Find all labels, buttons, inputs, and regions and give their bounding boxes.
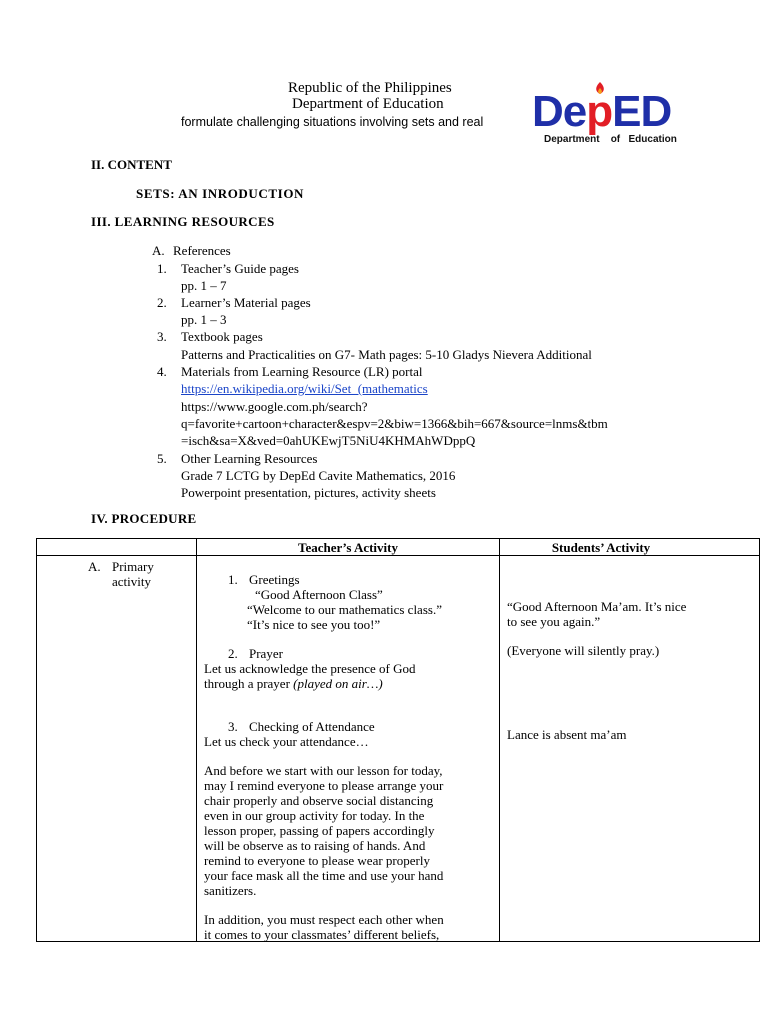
resource-5-title: Other Learning Resources	[181, 451, 318, 466]
resource-5-num: 5.	[157, 451, 167, 466]
teacher-respect-line-2: it comes to your classmates’ different beliefs,	[204, 927, 440, 942]
deped-logo	[532, 84, 716, 150]
resource-1-detail: pp. 1 – 7	[181, 278, 227, 293]
resource-4-num: 4.	[157, 364, 167, 379]
logo-subtitle: Department of Education	[544, 134, 677, 145]
procedure-heading: IV. PROCEDURE	[91, 511, 197, 526]
google-search-url-1: https://www.google.com.ph/search?	[181, 399, 368, 414]
header-objective: formulate challenging situations involving sets and real	[181, 115, 484, 129]
teacher-greetings-num: 1.	[228, 572, 238, 587]
students-greeting-line-1: “Good Afternoon Ma’am. It’s nice	[507, 599, 687, 614]
teacher-reminder-line-4: even in our group activity for today. In the	[204, 808, 425, 823]
teacher-reminder-line-5: lesson proper, passing of papers accordingly	[204, 823, 435, 838]
teacher-greetings: Greetings	[249, 572, 300, 587]
procedure-table	[36, 538, 760, 942]
teacher-prayer-line-2: through a prayer (played on air…)	[204, 676, 383, 691]
teacher-reminder-line-2: may I remind everyone to please arrange your	[204, 778, 444, 793]
resource-2-num: 2.	[157, 295, 167, 310]
logo-wordmark: DepED	[532, 87, 672, 136]
resource-3-num: 3.	[157, 329, 167, 344]
row-label-primary: Primary	[112, 559, 154, 574]
header-department: Department of Education	[292, 96, 444, 112]
lr-portal-link[interactable]: https://en.wikipedia.org/wiki/Set_(mathematics	[181, 381, 428, 396]
other-resource-2: Powerpoint presentation, pictures, activity sheets	[181, 485, 436, 500]
references-text: References	[173, 243, 231, 258]
resources-heading: III. LEARNING RESOURCES	[91, 214, 275, 229]
teacher-reminder-line-7: remind to everyone to please wear properly	[204, 853, 430, 868]
row-label-activity: activity	[112, 574, 151, 589]
teacher-reminder-line-8: your face mask all the time and use your hand	[204, 868, 444, 883]
students-greeting-line-2: to see you again.”	[507, 614, 601, 629]
google-search-url-3: =isch&sa=X&ved=0ahUKEwjT5NiU4KHMAhWDppQ	[181, 433, 476, 448]
resource-1-title: Teacher’s Guide pages	[181, 261, 299, 276]
teacher-greeting-line-2: “Welcome to our mathematics class.”	[247, 602, 442, 617]
teacher-reminder-line-9: sanitizers.	[204, 883, 257, 898]
teacher-reminder-line-1: And before we start with our lesson for today,	[204, 763, 443, 778]
google-search-url-2: q=favorite+cartoon+character&espv=2&biw=1366&bih=667&source=lnms&tbm	[181, 416, 608, 431]
resource-2-title: Learner’s Material pages	[181, 295, 311, 310]
row-label-a: A.	[88, 559, 101, 574]
students-pray: (Everyone will silently pray.)	[507, 643, 660, 658]
resource-3-title: Textbook pages	[181, 329, 263, 344]
resource-1-num: 1.	[157, 261, 167, 276]
header-republic: Republic of the Philippines	[288, 80, 452, 96]
teacher-greeting-line-1: “Good Afternoon Class”	[255, 587, 383, 602]
content-topic: SETS: AN INRODUCTION	[136, 186, 305, 201]
teacher-reminder-line-3: chair properly and observe social distancing	[204, 793, 434, 808]
resource-3-detail: Patterns and Practicalities on G7- Math pages: 5-10 Gladys Nievera Additional	[181, 347, 592, 362]
teacher-prayer: Prayer	[249, 646, 283, 661]
resource-4-title: Materials from Learning Resource (LR) portal	[181, 364, 423, 379]
teacher-attendance-num: 3.	[228, 719, 238, 734]
teacher-reminder-line-6: will be observe as to raising of hands. And	[204, 838, 426, 853]
teacher-respect-line-1: In addition, you must respect each other when	[204, 912, 444, 927]
students-absent: Lance is absent ma’am	[507, 727, 627, 742]
teacher-prayer-num: 2.	[228, 646, 238, 661]
teacher-prayer-line-1: Let us acknowledge the presence of God	[204, 661, 416, 676]
references-label: A.	[152, 243, 165, 258]
other-resource-1: Grade 7 LCTG by DepEd Cavite Mathematics, 2016	[181, 468, 456, 483]
teacher-greeting-line-3: “It’s nice to see you too!”	[247, 617, 381, 632]
teacher-attendance: Checking of Attendance	[249, 719, 375, 734]
col-header-teacher: Teacher’s Activity	[297, 540, 398, 555]
teacher-attendance-line: Let us check your attendance…	[204, 734, 369, 749]
content-heading: II. CONTENT	[91, 157, 172, 172]
resource-2-detail: pp. 1 – 3	[181, 312, 227, 327]
col-header-students: Students’ Activity	[551, 540, 651, 555]
